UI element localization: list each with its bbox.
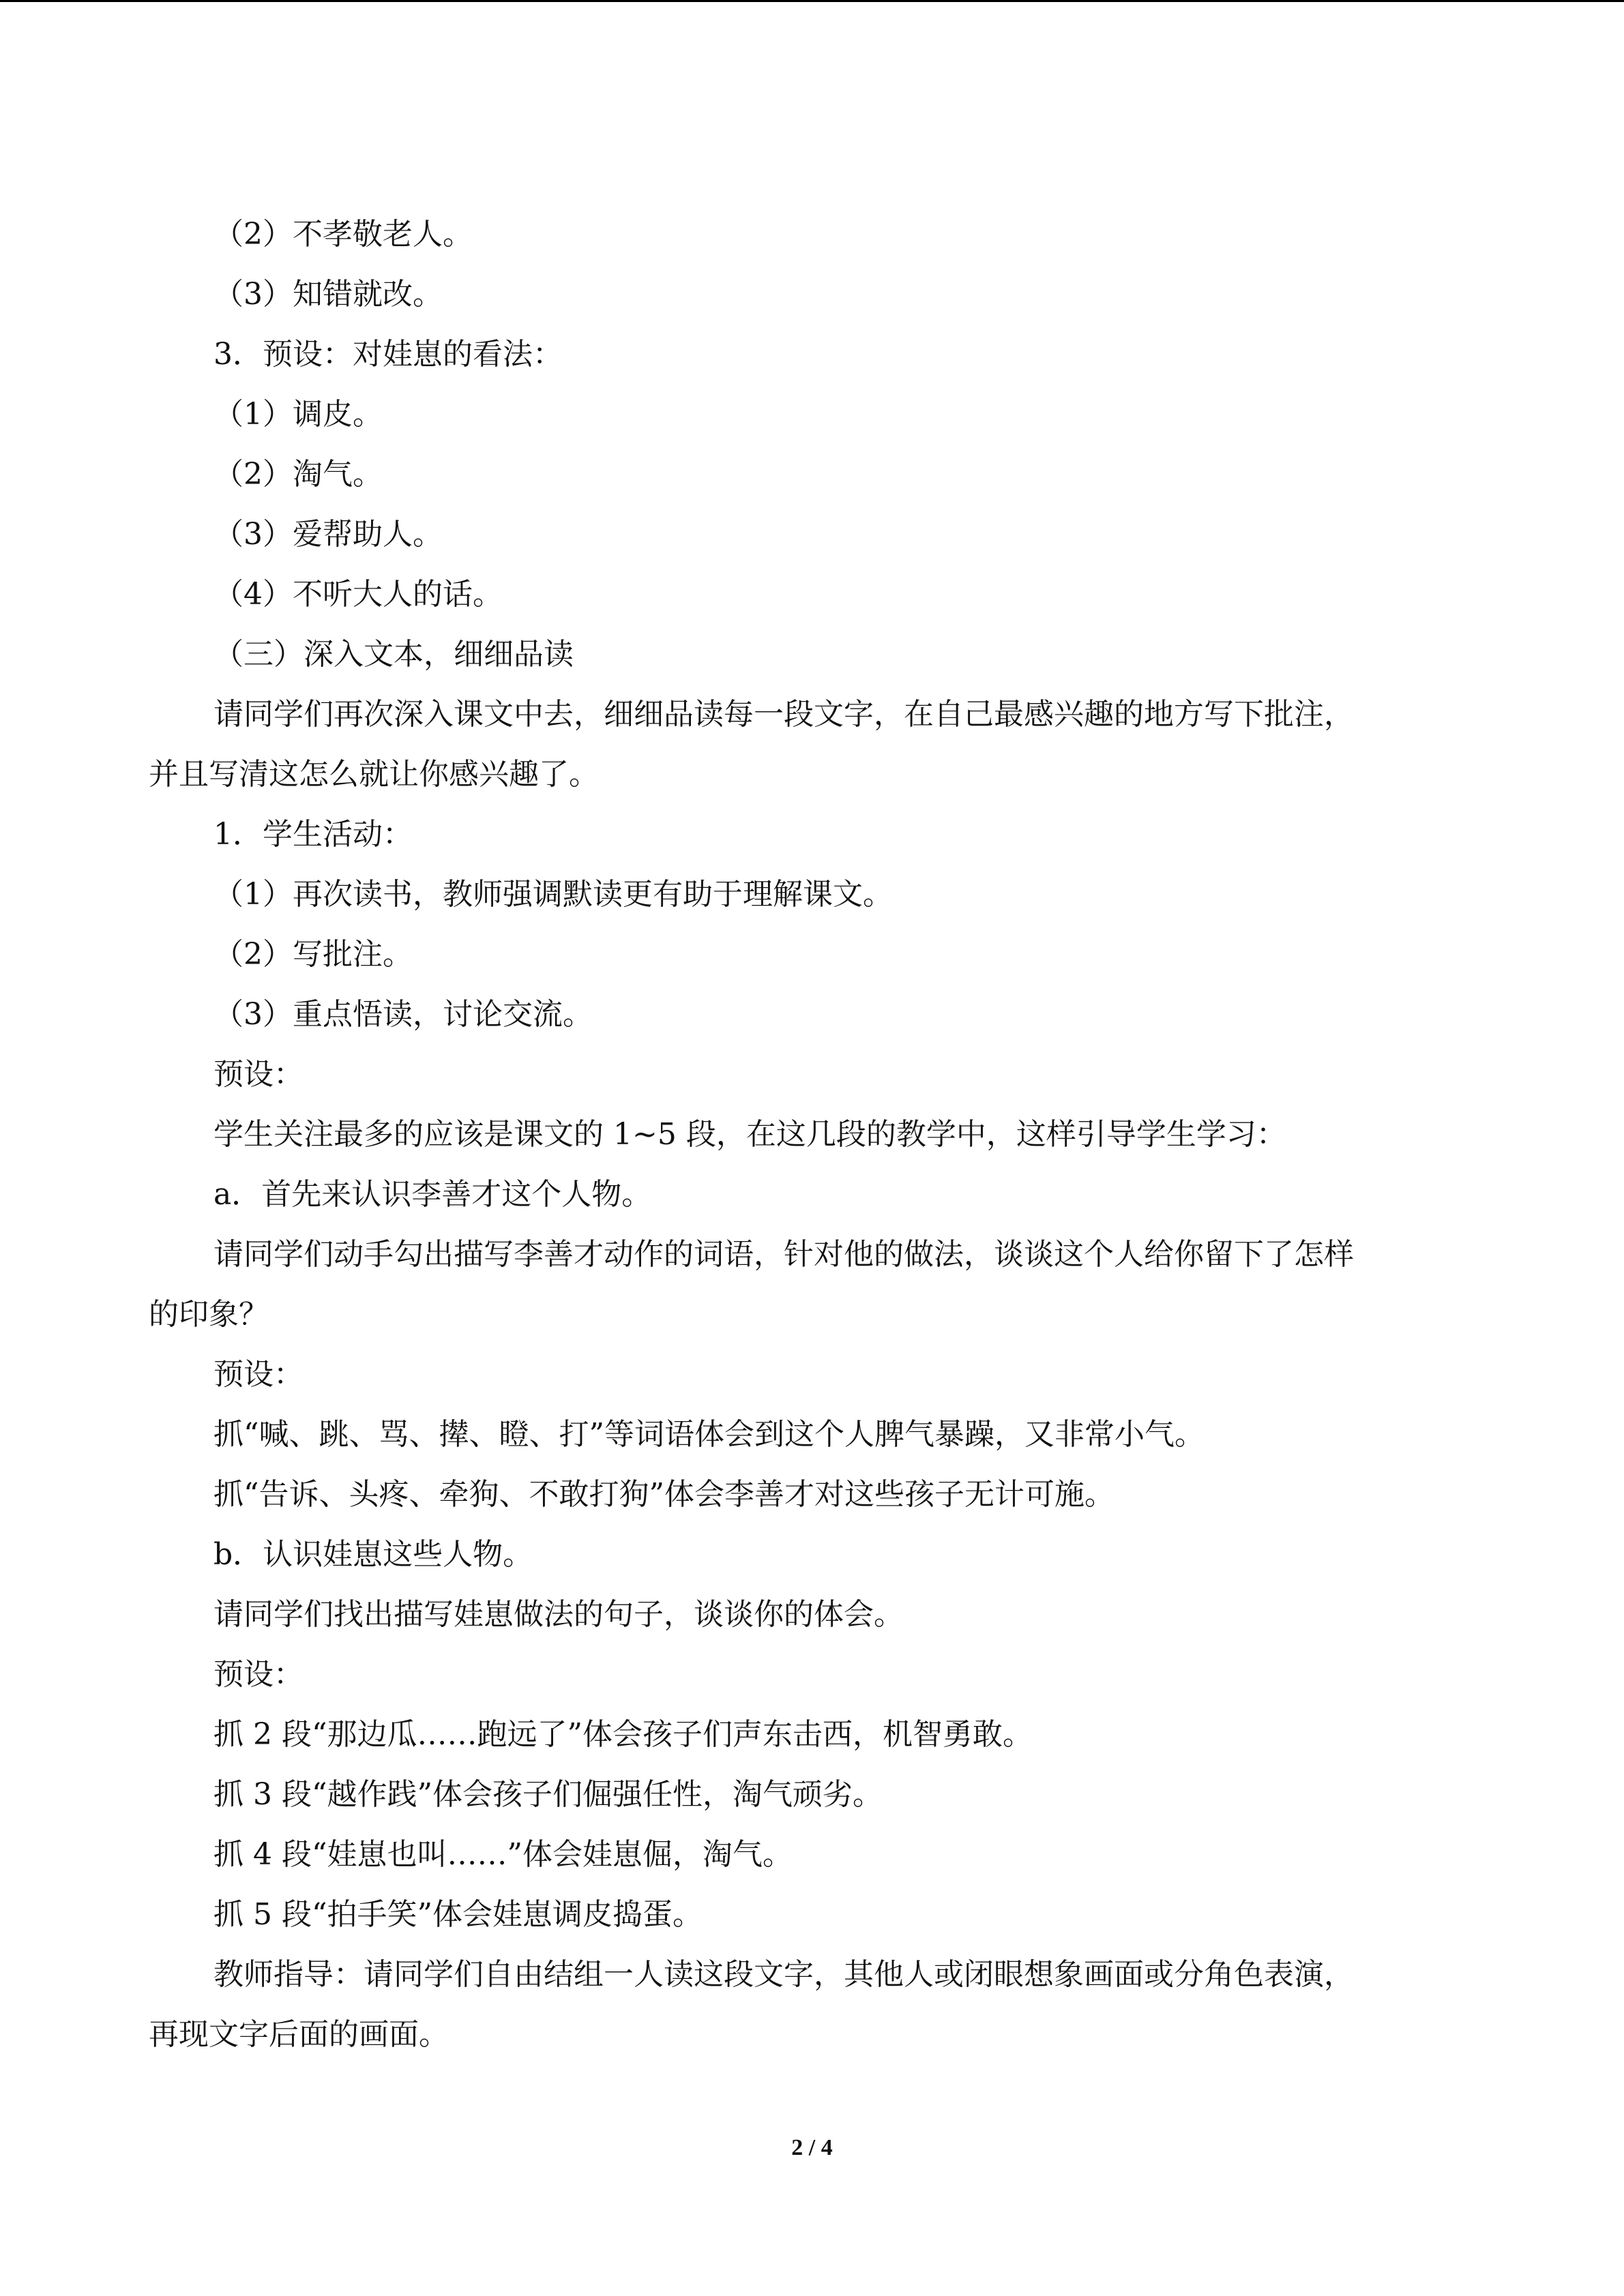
text-line: （2）不孝敬老人。 <box>213 217 473 252</box>
text-line: 请同学们找出描写娃崽做法的句子，谈谈你的体会。 <box>213 1597 904 1632</box>
text-line: 学生关注最多的应该是课文的 1~5 段，在这几段的教学中，这样引导学生学习： <box>213 1117 1286 1152</box>
text-line: 预设： <box>213 1357 304 1392</box>
text-line: 抓 5 段“拍手笑”体会娃崽调皮捣蛋。 <box>213 1897 703 1932</box>
text-line: a．首先来认识李善才这个人物。 <box>213 1177 652 1212</box>
text-line: （2）淘气。 <box>213 457 383 492</box>
text-line: （3）知错就改。 <box>213 277 443 312</box>
text-line: （1）调皮。 <box>213 397 383 432</box>
text-line: 再现文字后面的画面。 <box>149 2017 449 2052</box>
text-line: （2）写批注。 <box>213 937 413 972</box>
text-line: 预设： <box>213 1057 304 1092</box>
text-line: 请同学们动手勾出描写李善才动作的词语，针对他的做法，谈谈这个人给你留下了怎样 <box>213 1237 1354 1272</box>
text-line: 抓 2 段“那边瓜……跑远了”体会孩子们声东击西，机智勇敢。 <box>213 1717 1033 1752</box>
text-line: 并且写清这怎么就让你感兴趣了。 <box>149 757 599 792</box>
text-line: 请同学们再次深入课文中去，细细品读每一段文字，在自己最感兴趣的地方写下批注， <box>213 697 1354 732</box>
text-line: 抓“喊、跳、骂、撵、瞪、打”等词语体会到这个人脾气暴躁，又非常小气。 <box>213 1417 1205 1452</box>
page-number: 2 / 4 <box>791 2135 833 2160</box>
text-line: b．认识娃崽这些人物。 <box>213 1537 533 1572</box>
section-heading: （三）深入文本，细细品读 <box>213 637 574 672</box>
text-line: 1．学生活动： <box>213 817 413 852</box>
text-line: 抓 4 段“娃崽也叫……”体会娃崽倔，淘气。 <box>213 1837 793 1872</box>
text-line: 的印象？ <box>149 1297 269 1332</box>
text-line: 抓 3 段“越作践”体会孩子们倔强任性，淘气顽劣。 <box>213 1777 883 1812</box>
text-line: （3）爱帮助人。 <box>213 517 443 552</box>
text-line: 3．预设：对娃崽的看法： <box>213 337 563 372</box>
text-line: 预设： <box>213 1657 304 1692</box>
text-line: 抓“告诉、头疼、牵狗、不敢打狗”体会李善才对这些孩子无计可施。 <box>213 1477 1114 1512</box>
text-line: （4）不听大人的话。 <box>213 577 503 612</box>
text-line: 教师指导：请同学们自由结组一人读这段文字，其他人或闭眼想象画面或分角色表演， <box>213 1957 1354 1992</box>
text-line: （1）再次读书，教师强调默读更有助于理解课文。 <box>213 877 893 912</box>
text-line: （3）重点悟读，讨论交流。 <box>213 997 593 1032</box>
